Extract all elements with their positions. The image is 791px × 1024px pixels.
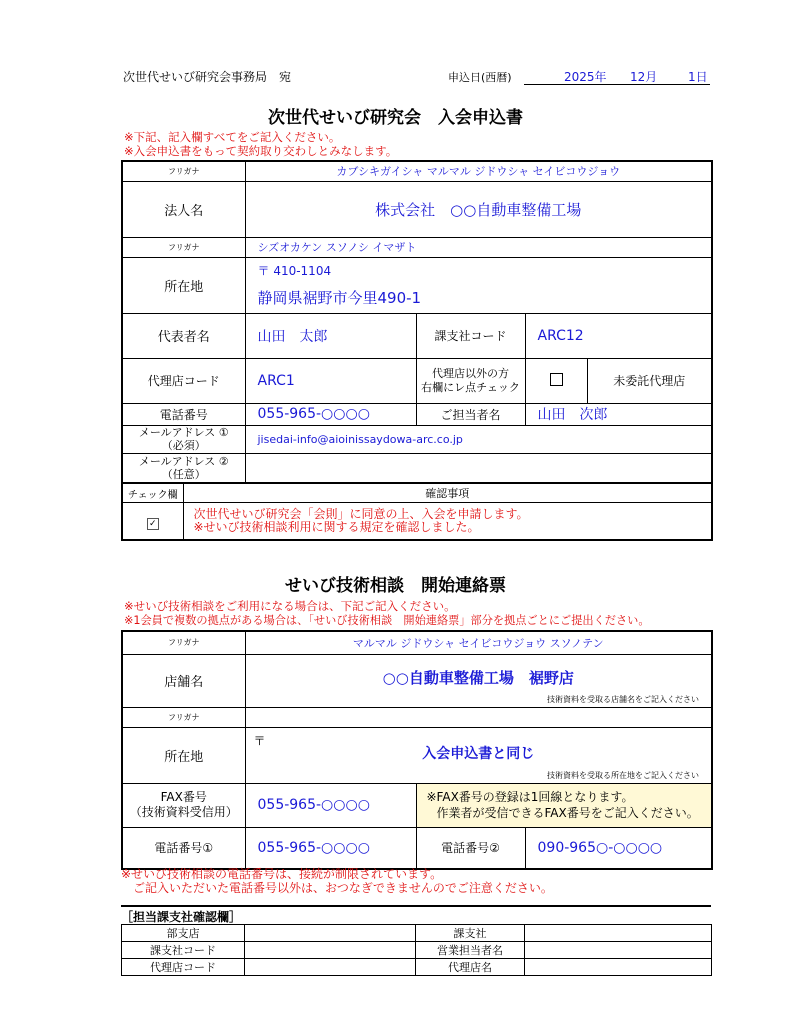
fax-field[interactable]: 055-965-○○○○ xyxy=(245,783,416,827)
sales-person-label: 営業担当者名 xyxy=(416,942,525,959)
membership-form-table xyxy=(121,160,713,484)
email2-label-line1: メールアドレス ② xyxy=(138,454,229,468)
staff-agent-code-field[interactable] xyxy=(245,959,416,976)
agent-code-label: 代理店コード xyxy=(122,358,245,403)
staff-table xyxy=(121,924,712,976)
addr-furigana-label: フリガナ xyxy=(122,237,245,257)
form2-note-1: ※せいび技術相談をご利用になる場合は、下記ご記入ください。 xyxy=(124,599,456,613)
corp-furigana-label: フリガナ xyxy=(122,161,245,181)
agent-name-field[interactable] xyxy=(525,959,712,976)
non-agent-checkbox[interactable] xyxy=(550,373,563,386)
store-addr-furigana-label: フリガナ xyxy=(122,707,245,727)
branch-office-field[interactable] xyxy=(245,925,416,942)
store-furigana-label: フリガナ xyxy=(122,631,245,654)
rep-name-field[interactable]: 山田 太郎 xyxy=(245,313,416,358)
store-name-field[interactable] xyxy=(245,654,712,707)
section-code-label: 課支社コード xyxy=(122,942,245,959)
form1-note-2: ※入会申込書をもって契約取り交わしとみなします。 xyxy=(124,144,398,158)
confirm-items xyxy=(183,503,712,540)
fax-note-line1: ※FAX番号の登録は1回線となります。 xyxy=(426,790,634,804)
phone-note-1: ※せいび技術相談の電話番号は、接続が制限されています。 xyxy=(121,867,443,881)
store-address-field[interactable] xyxy=(245,727,712,783)
addressee: 次世代せいび研究会事務局 宛 xyxy=(123,70,292,84)
rep-name-label: 代表者名 xyxy=(122,313,245,358)
contact-field[interactable]: 山田 次郎 xyxy=(525,403,712,425)
email1-label-line1: メールアドレス ① xyxy=(138,426,229,439)
email2-label xyxy=(122,453,245,483)
check-column-header: チェック欄 xyxy=(122,484,183,503)
store-name-label: 店舗名 xyxy=(122,654,245,707)
store-address-text: 入会申込書と同じ xyxy=(422,746,535,762)
non-agent-label-line2: 右欄にレ点チェック xyxy=(421,380,520,394)
store-address-hint: 技術資料を受取る所在地をご記入ください xyxy=(547,770,699,780)
phone2-label: 電話番号② xyxy=(416,827,525,869)
confirm-item-2: ※せいび技術相談利用に関する規定を確認しました。 xyxy=(193,519,480,534)
phone2-field[interactable]: 090-965○-○○○○ xyxy=(525,827,712,869)
store-postal-mark: 〒 xyxy=(253,733,266,748)
corp-name-field[interactable]: 株式会社 ○○自動車整備工場 xyxy=(245,181,712,237)
fax-label-line1: FAX番号 xyxy=(160,790,207,804)
store-name-hint: 技術資料を受取る店舗名をご記入ください xyxy=(547,694,699,704)
date-month[interactable]: 12月 xyxy=(630,70,658,84)
address-text: 静岡県裾野市今里490-1 xyxy=(257,289,422,307)
phone-field[interactable]: 055-965-○○○○ xyxy=(245,403,416,425)
date-day[interactable]: 1日 xyxy=(688,70,708,84)
phone-label: 電話番号 xyxy=(122,403,245,425)
form1-note-1: ※下記、記入欄すべてをご記入ください。 xyxy=(124,130,341,144)
store-addr-furigana-field[interactable] xyxy=(245,707,712,727)
store-name-text: ○○自動車整備工場 裾野店 xyxy=(382,669,574,687)
contact-label: ご担当者名 xyxy=(416,403,525,425)
date-underline xyxy=(524,84,710,85)
agent-code-field[interactable]: ARC1 xyxy=(245,358,416,403)
postal-code: 〒 410-1104 xyxy=(257,264,332,278)
non-agent-label xyxy=(416,358,525,403)
email1-label-line2: （必須） xyxy=(161,439,206,452)
consult-form-table xyxy=(121,630,713,870)
agent-name-label: 代理店名 xyxy=(416,959,525,976)
email1-label xyxy=(122,425,245,453)
non-agent-label-line1: 代理店以外の方 xyxy=(432,366,509,380)
addr-furigana-field[interactable]: シズオカケン スソノシ イマザト xyxy=(245,237,712,257)
confirm-item-1: 次世代せいび研究会「会則」に同意の上、入会を申請します。 xyxy=(193,506,529,521)
address-field[interactable] xyxy=(245,257,712,313)
confirm-column-header: 確認事項 xyxy=(183,484,712,503)
fax-label-line2: （技術資料受信用） xyxy=(129,805,238,819)
confirmation-table xyxy=(121,483,713,541)
section-code-field[interactable] xyxy=(245,942,416,959)
phone1-field[interactable]: 055-965-○○○○ xyxy=(245,827,416,869)
store-address-label: 所在地 xyxy=(122,727,245,783)
email2-field[interactable] xyxy=(245,453,712,483)
corp-furigana-field[interactable]: カブシキガイシャ マルマル ジドウシャ セイビコウジョウ xyxy=(245,161,712,181)
confirm-checkbox[interactable]: ✓ xyxy=(147,518,159,530)
section-office-field[interactable] xyxy=(525,925,712,942)
staff-agent-code-label: 代理店コード xyxy=(122,959,245,976)
form2-title: せいび技術相談 開始連絡票 xyxy=(285,576,506,596)
store-furigana-field[interactable]: マルマル ジドウシャ セイビコウジョウ スソノテン xyxy=(245,631,712,654)
section-office-label: 課支社 xyxy=(416,925,525,942)
fax-label xyxy=(122,783,245,827)
sales-person-field[interactable] xyxy=(525,942,712,959)
form1-title: 次世代せいび研究会 入会申込書 xyxy=(268,108,523,128)
branch-office-label: 部支店 xyxy=(122,925,245,942)
staff-section-title: ［担当課支社確認欄］ xyxy=(121,910,242,924)
fax-note-line2: 作業者が受信できるFAX番号をご記入ください。 xyxy=(436,806,699,820)
date-label: 申込日(西暦) xyxy=(448,71,512,84)
email1-field[interactable]: jisedai-info@aioinissaydowa-arc.co.jp xyxy=(245,425,712,453)
phone-note-2: ご記入いただいた電話番号以外は、おつなぎできませんのでご注意ください。 xyxy=(121,881,553,895)
form2-note-2: ※1会員で複数の拠点がある場合は、「せいび技術相談 開始連絡票」部分を拠点ごとにご提出ください。 xyxy=(124,614,650,627)
staff-divider xyxy=(121,905,711,907)
confirm-checkbox-cell[interactable] xyxy=(122,503,183,540)
email2-label-line2: （任意） xyxy=(161,467,206,481)
corp-name-label: 法人名 xyxy=(122,181,245,237)
branch-code-label: 課支社コード xyxy=(416,313,525,358)
branch-code-field[interactable]: ARC12 xyxy=(525,313,712,358)
non-agent-checkbox-cell[interactable] xyxy=(525,358,587,403)
date-year[interactable]: 2025年 xyxy=(564,70,607,84)
fax-note xyxy=(416,783,712,827)
address-label: 所在地 xyxy=(122,257,245,313)
phone1-label: 電話番号① xyxy=(122,827,245,869)
unentrusted-agent-label: 未委託代理店 xyxy=(587,358,712,403)
